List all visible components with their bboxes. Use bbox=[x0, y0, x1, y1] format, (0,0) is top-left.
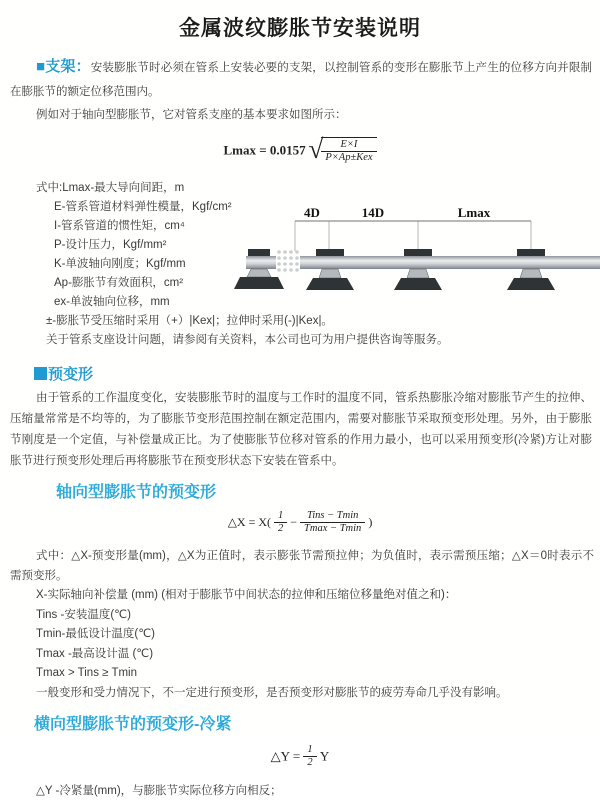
predeform-heading-text: 预变形 bbox=[48, 366, 94, 383]
support-section-label: ■支架： bbox=[36, 58, 91, 75]
support-example-line: 例如对于轴向型膨胀节，它对管系支座的基本要求如图所示： bbox=[36, 109, 347, 121]
dim-label-14d: 14D bbox=[361, 205, 385, 220]
lateral-fraction-half bbox=[303, 744, 316, 769]
dimension-lines bbox=[295, 221, 531, 251]
dim-label-4d: 4D bbox=[304, 205, 320, 220]
guide-support bbox=[306, 249, 354, 290]
lmax-formula-lhs: Lmax = 0.0157 bbox=[223, 142, 306, 158]
lateral-denominator: 2 bbox=[307, 757, 313, 769]
guide-support bbox=[394, 249, 442, 290]
axial-note-line: Tmax > Tins ≥ Tmin bbox=[36, 667, 137, 679]
half-numerator: 1 bbox=[274, 510, 287, 523]
axial-fraction-temp bbox=[300, 510, 365, 535]
axial-note-wrap: 式中：△X-预变形量(mm)，△X为正值时，表示膨张节需预拉伸；为负值时，表示需预压缩；△X＝0时表示不需预变形。 bbox=[10, 550, 594, 582]
lmax-numerator: E×I bbox=[321, 139, 376, 152]
lmax-denominator: P×Ap±Kex bbox=[325, 152, 373, 163]
axial-note-line: Tins -安装温度(℃) bbox=[36, 608, 131, 621]
lateral-subheading: 横向型膨胀节的预变形-冷紧 bbox=[34, 716, 232, 733]
formula-variables-block bbox=[0, 179, 600, 349]
temp-denominator: Tmax − Tmin bbox=[304, 523, 362, 535]
support-paragraph-text: 安装膨胀节时必须在管系上安装必要的支架，以控制管系的变形在膨胀节上产生的位移方向并限制在膨胀节的额定位移范围内。 bbox=[10, 62, 593, 98]
guide-support bbox=[507, 249, 555, 290]
predeform-paragraph: 由于管系的工作温度变化，安装膨胀节时的温度与工作时的温度不同，管系热膨胀冷缩对膨胀节产生的拉伸、压缩量常常是不均等的，为了膨胀节变形范围控制在额定范围内，需要对膨胀节采取预变形处理。另外，由于膨胀节刚度是一个定值，与补偿量成正比。为了使膨胀节位移对管系的作用力最小，也可以采用预变形(冷紧)方让对膨胀节进行预变形处理后再将膨胀节在预变形状态下安装在管系中。 bbox=[10, 392, 592, 467]
lmax-radicand bbox=[321, 137, 376, 164]
temp-numerator: Tins − Tmin bbox=[300, 510, 365, 523]
lateral-formula bbox=[0, 744, 600, 772]
pipe-support-diagram bbox=[246, 205, 600, 305]
page-title: 金属波纹膨胀节安装说明 bbox=[179, 17, 421, 40]
axial-formula bbox=[0, 510, 600, 540]
axial-note-line: Tmax -最高设计温 (℃) bbox=[36, 647, 154, 660]
half-denominator: 2 bbox=[278, 523, 284, 535]
pipe-stub bbox=[246, 256, 276, 269]
variable-line: E-管系管道材料弹性模量，Kgf/cm² bbox=[54, 201, 232, 213]
axial-fraction-half bbox=[274, 510, 287, 535]
lmax-fraction bbox=[321, 139, 376, 164]
axial-formula-lhs: △X = X( bbox=[227, 515, 272, 530]
lmax-formula bbox=[0, 135, 600, 171]
variable-line: ±-膨胀节受压缩时采用（+）|Kex|；拉伸时采用(-)|Kex|。 bbox=[46, 315, 333, 327]
variable-line: 式中:Lmax-最大导向间距，m bbox=[36, 182, 185, 194]
axial-notes-block bbox=[0, 546, 600, 703]
axial-note-line: Tmin-最低设计温度(℃) bbox=[36, 628, 155, 640]
variable-line: ex-单波轴向位移，mm bbox=[54, 296, 170, 308]
pipe bbox=[300, 256, 600, 269]
support-paragraph bbox=[10, 55, 592, 104]
lateral-note-line: △Y -冷紧量(mm)，与膨胀节实际位移方向相反； bbox=[36, 785, 282, 797]
bellows-icon bbox=[277, 250, 299, 272]
axial-note-line: 一般变形和受力情况下，不一定进行预变形，是否预变形对膨胀节的疲劳寿命几乎没有影响。 bbox=[36, 686, 508, 699]
lateral-numerator: 1 bbox=[303, 744, 316, 757]
dim-label-lmax: Lmax bbox=[457, 205, 491, 220]
minus-sign: − bbox=[290, 515, 298, 530]
variable-line: I-管系管道的惯性矩，cm⁴ bbox=[54, 220, 185, 232]
variable-line: P-设计压力，Kgf/mm² bbox=[54, 239, 167, 251]
axial-subheading: 轴向型膨胀节的预变形 bbox=[56, 484, 217, 501]
axial-formula-rhs: ) bbox=[368, 515, 373, 530]
variable-line: 关于管系支座设计问题，请参阅有关资料，本公司也可为用户提供咨询等服务。 bbox=[46, 334, 449, 346]
axial-note-line: X-实际轴向补偿量 (mm) (相对于膨胀节中间状态的拉伸和压缩位移量绝对值之和)： bbox=[36, 589, 457, 601]
lateral-formula-lhs: △Y = bbox=[270, 748, 301, 764]
variable-line: Ap-膨胀节有效面积，cm² bbox=[54, 277, 184, 289]
blue-square-icon bbox=[34, 367, 47, 380]
sqrt-symbol: √ bbox=[308, 134, 324, 164]
variable-line: K-单波轴向刚度；Kgf/mm bbox=[54, 258, 186, 270]
predeform-heading bbox=[34, 363, 600, 384]
lateral-formula-rhs: Y bbox=[319, 748, 330, 764]
